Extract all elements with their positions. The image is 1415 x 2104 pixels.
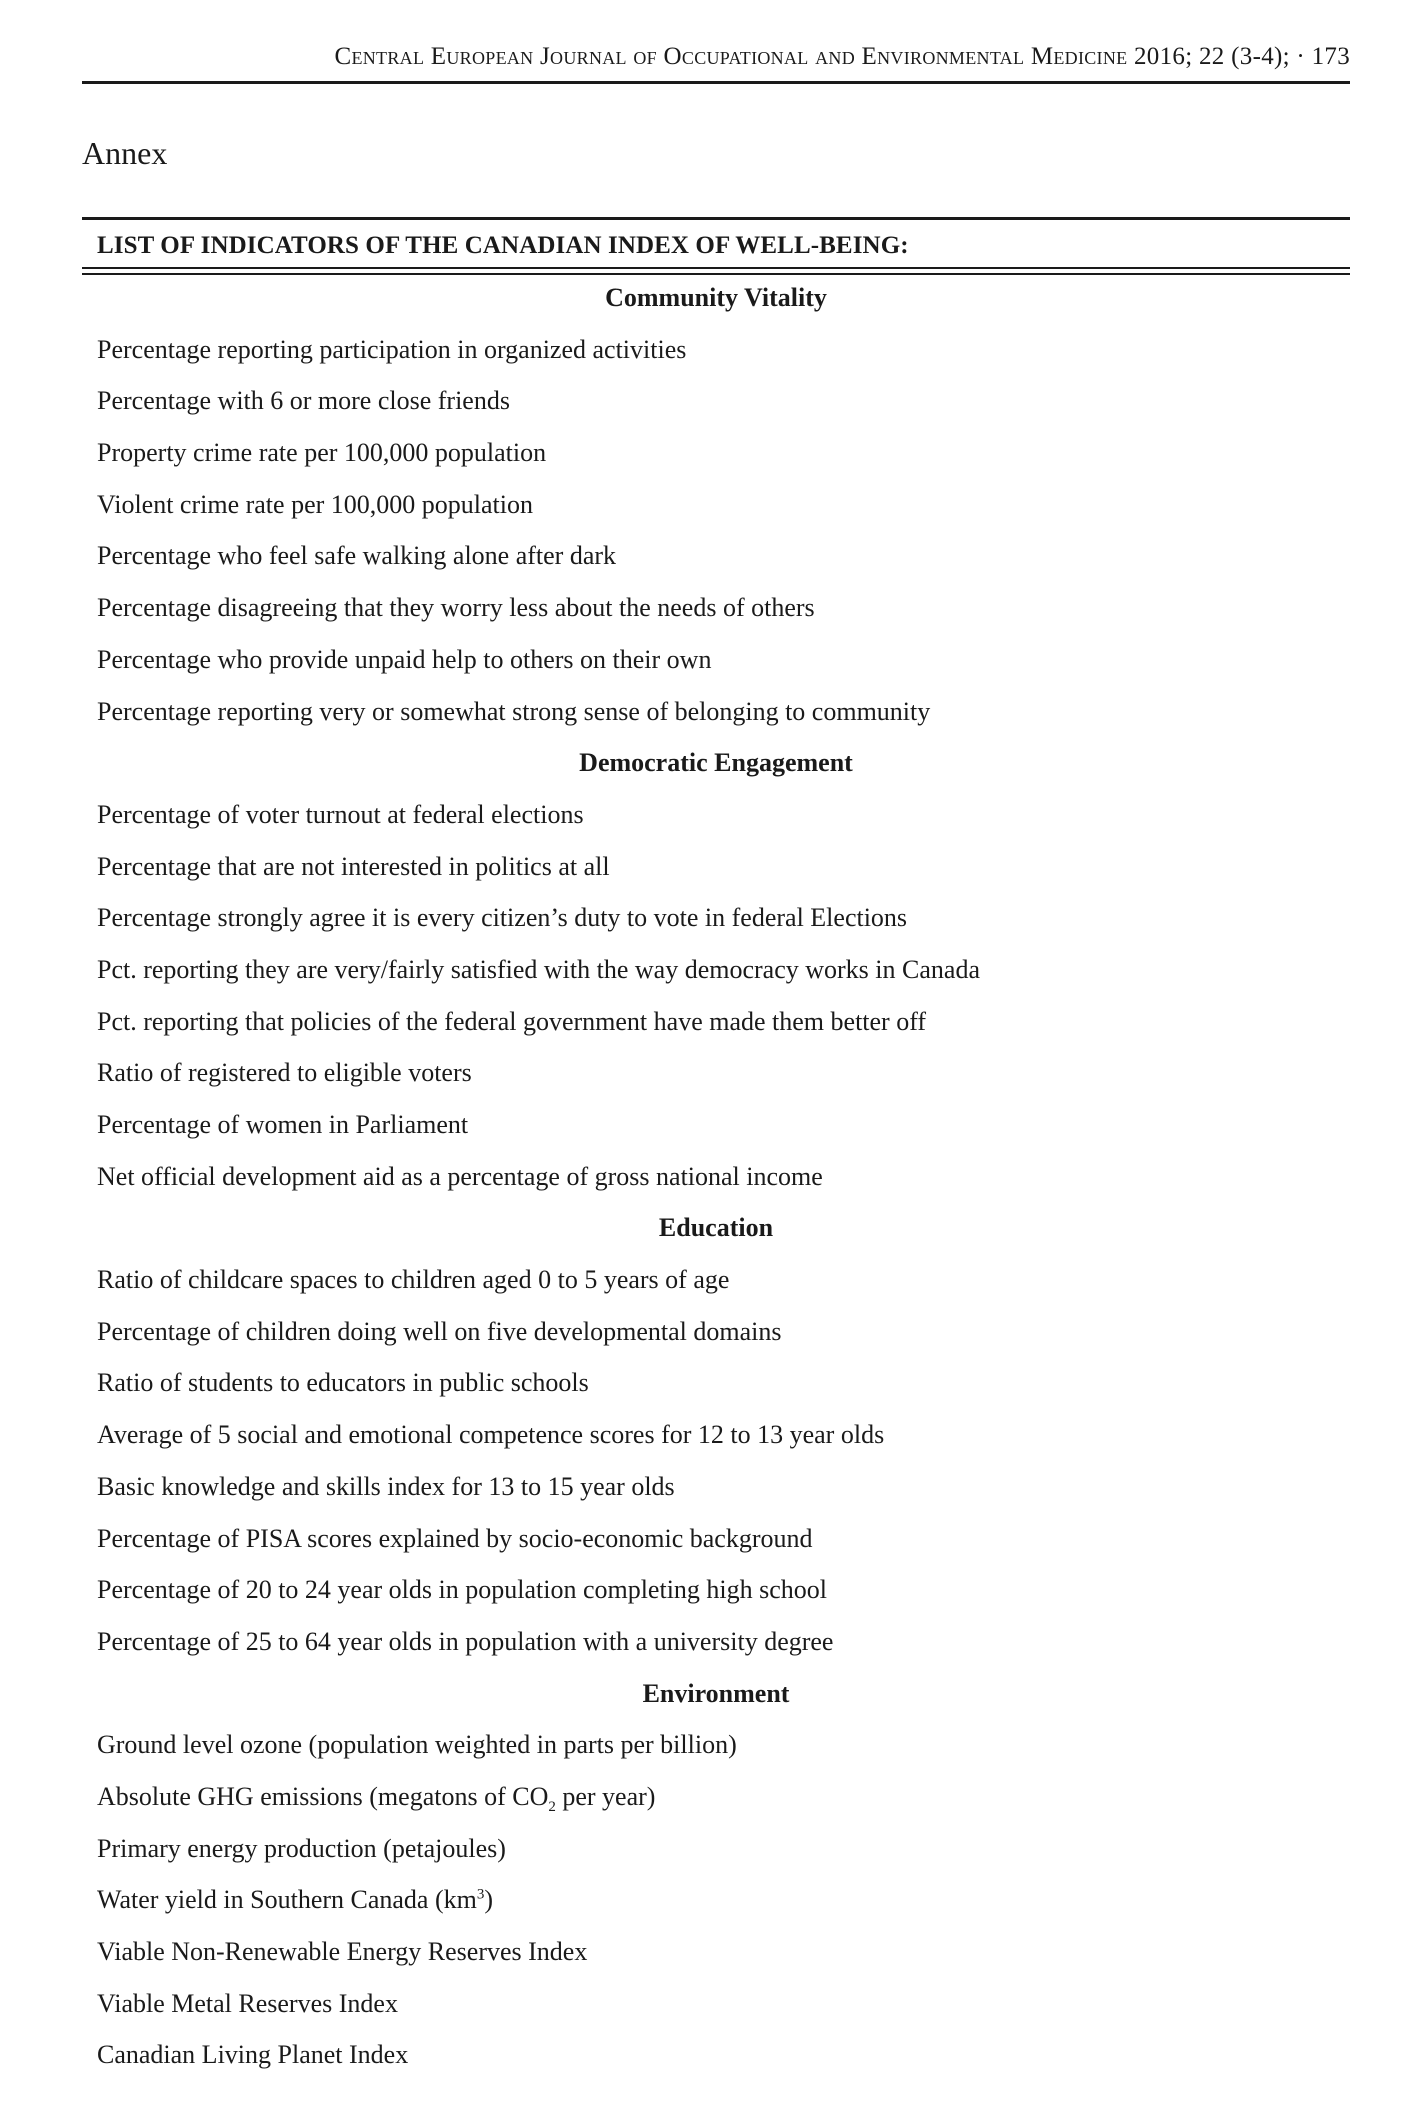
indicator-item: Pct. reporting that policies of the federal government have made them better off xyxy=(97,1006,927,1036)
indicator-item: Percentage of 20 to 24 year olds in population completing high school xyxy=(97,1575,828,1605)
indicator-item: Percentage reporting participation in organized activities xyxy=(97,334,687,364)
indicator-item: Average of 5 social and emotional competence scores for 12 to 13 year olds xyxy=(97,1420,885,1450)
superscript: 3 xyxy=(476,1886,485,1903)
indicator-item: Percentage reporting very or somewhat strong sense of belonging to community xyxy=(97,696,931,726)
indicator-text: Water yield in Southern Canada (km xyxy=(97,1885,477,1915)
indicator-item: Basic knowledge and skills index for 13 to 15 year olds xyxy=(97,1471,675,1501)
table-top-rule xyxy=(82,217,1350,220)
table-header-double-rule xyxy=(82,267,1350,275)
indicator-item: Ratio of students to educators in public schools xyxy=(97,1368,589,1398)
indicator-item: Percentage that are not interested in politics at all xyxy=(97,851,610,881)
indicator-item: Percentage disagreeing that they worry less about the needs of others xyxy=(97,593,815,623)
indicator-item: Percentage of 25 to 64 year olds in population with a university degree xyxy=(97,1626,834,1656)
indicator-text: ) xyxy=(484,1885,494,1915)
indicator-item: Percentage with 6 or more close friends xyxy=(97,386,510,416)
indicator-item: Percentage strongly agree it is every citizen’s duty to vote in federal Elections xyxy=(97,903,908,933)
section-heading: Community Vitality xyxy=(605,283,827,312)
indicator-item: Canadian Living Planet Index xyxy=(97,2040,409,2070)
indicator-item: Violent crime rate per 100,000 population xyxy=(97,489,533,519)
journal-citation: 2016; 22 (3-4); · 173 xyxy=(1134,43,1350,70)
indicator-item xyxy=(82,1777,1350,1829)
running-header xyxy=(82,40,1350,74)
indicator-item: Percentage who provide unpaid help to others on their own xyxy=(97,644,712,674)
indicator-text: per year) xyxy=(555,1781,656,1811)
indicator-item: Percentage of voter turnout at federal elections xyxy=(97,799,584,829)
table-title: LIST OF INDICATORS OF THE CANADIAN INDEX OF WELL-BEING: xyxy=(97,232,909,259)
subscript: 2 xyxy=(548,1799,556,1816)
indicator-item: Viable Non-Renewable Energy Reserves Index xyxy=(97,1937,588,1966)
indicator-text: Absolute GHG emissions (megatons of CO xyxy=(97,1781,549,1811)
indicator-item: Property crime rate per 100,000 population xyxy=(97,438,547,468)
header-rule xyxy=(82,81,1350,84)
indicator-item xyxy=(82,1880,1350,1932)
journal-name: Central European Journal of Occupational and Environmental Medicine xyxy=(334,43,1128,70)
section-heading: Education xyxy=(658,1213,774,1243)
indicator-item: Ratio of registered to eligible voters xyxy=(97,1058,472,1088)
annex-title: Annex xyxy=(82,135,168,171)
indicator-item: Primary energy production (petajoules) xyxy=(97,1833,506,1863)
indicator-item: Ground level ozone (population weighted in parts per billion) xyxy=(97,1730,737,1760)
indicator-item: Percentage of women in Parliament xyxy=(97,1110,469,1139)
indicator-item: Ratio of childcare spaces to children aged 0 to 5 years of age xyxy=(97,1265,730,1295)
indicator-item: Percentage who feel safe walking alone after dark xyxy=(97,541,617,571)
indicator-item: Pct. reporting they are very/fairly satisfied with the way democracy works in Canada xyxy=(97,954,980,984)
section-heading: Environment xyxy=(642,1678,790,1708)
indicator-item: Viable Metal Reserves Index xyxy=(97,1988,398,2018)
section-heading: Democratic Engagement xyxy=(579,748,853,778)
indicator-table xyxy=(82,278,1350,2087)
indicator-item: Net official development aid as a percentage of gross national income xyxy=(97,1161,823,1191)
indicator-item: Percentage of children doing well on five developmental domains xyxy=(97,1316,782,1346)
indicator-item: Percentage of PISA scores explained by socio-economic background xyxy=(97,1523,813,1553)
